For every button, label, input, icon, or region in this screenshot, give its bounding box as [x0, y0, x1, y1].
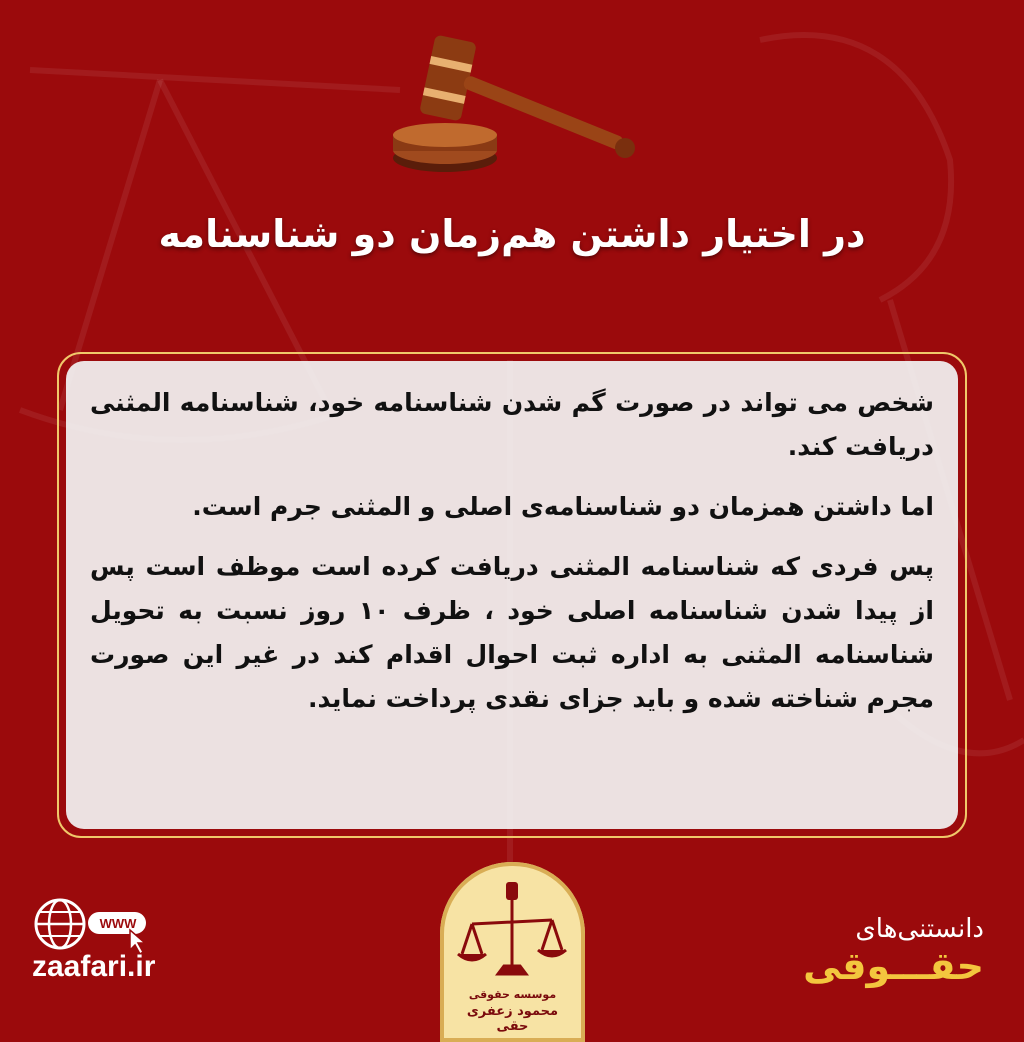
brand-top: دانستنی‌های — [855, 914, 984, 944]
content-card — [57, 352, 967, 838]
brand-bottom: حقـــوقی — [803, 944, 984, 988]
paragraph-2: اما داشتن همزمان دو شناسنامه‌ی اصلی و المثنی جرم است. — [192, 492, 934, 521]
page-title: در اختیار داشتن هم‌زمان دو شناسنامه — [158, 212, 866, 256]
www-label-box — [88, 912, 148, 934]
scales-of-justice-icon — [440, 862, 585, 992]
brand-block — [764, 914, 984, 988]
www-label: WWW — [99, 916, 137, 931]
logo-line-2: محمود زعفری حقی — [466, 1004, 559, 1034]
institute-logo — [440, 862, 585, 1042]
gavel-icon — [385, 30, 655, 180]
content-card-body — [66, 361, 958, 829]
paragraph-3: پس فردی که شناسنامه المثنی دریافت کرده است موظف است پس از پیدا شدن شناسنامه اصلی خود ، ظرف ۱۰ روز نسبت به تحویل شناسنامه المثنی به اداره ثبت احوال اقدام کند در غیر این صورت مجرم شناخته شده و باید جزای نقدی پرداخت نماید. — [90, 552, 935, 713]
paragraph-1: شخص می تواند در صورت گم شدن شناسنامه خود، شناسنامه المثنی دریافت کند. — [90, 388, 934, 461]
logo-line-1: موسسه حقوقی — [468, 988, 557, 1001]
website-link[interactable]: zaafari.ir — [32, 950, 156, 983]
